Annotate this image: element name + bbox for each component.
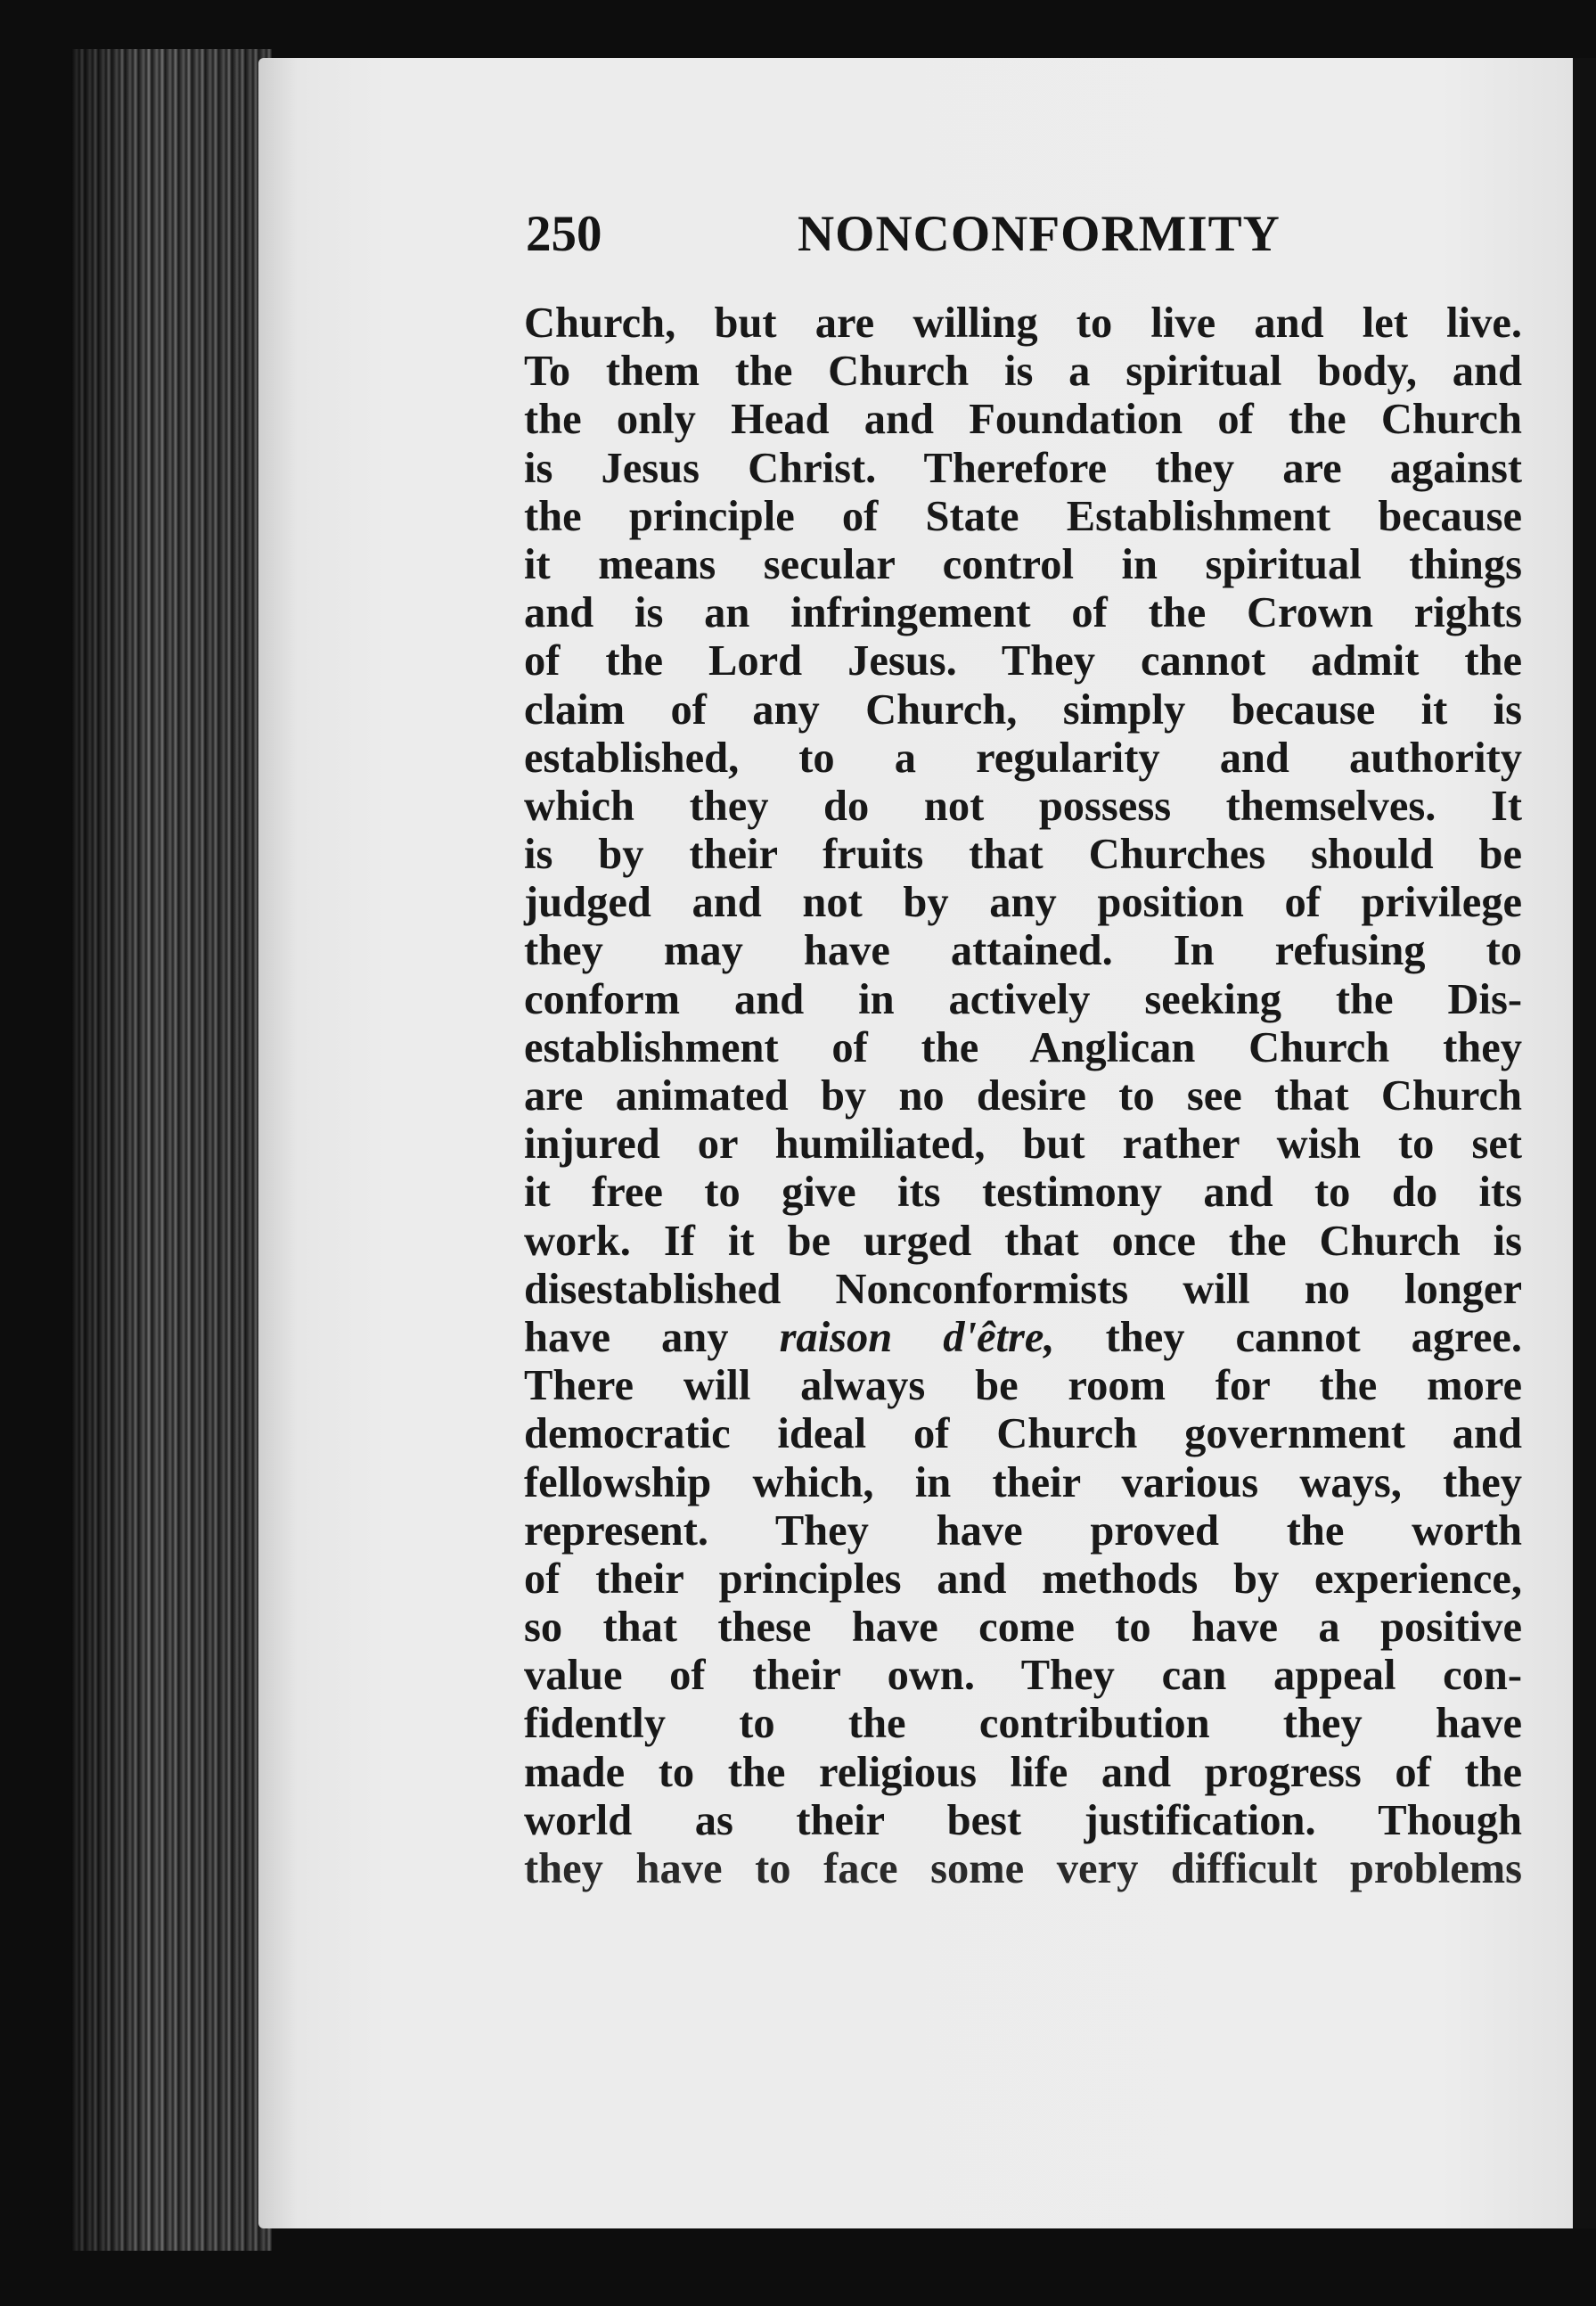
text-line: of their principles and methods by experience, [524,1555,1522,1603]
text-line: conform and in actively seeking the Dis- [524,975,1522,1023]
text-line: so that these have come to have a positive [524,1604,1522,1652]
text-line: are animated by no desire to see that Church [524,1072,1522,1120]
text-line: work. If it be urged that once the Church is [524,1217,1522,1265]
text-line: which they do not possess themselves. It [524,782,1522,830]
page-number: 250 [526,206,602,262]
text-line: To them the Church is a spiritual body, and [524,348,1522,396]
text-line: the only Head and Foundation of the Church [524,396,1522,444]
text-line: they have to face some very difficult problems [524,1845,1522,1892]
text-line: claim of any Church, simply because it is [524,685,1522,734]
text-line: judged and not by any position of privilege [524,879,1522,927]
text-line: value of their own. They can appeal con- [524,1652,1522,1700]
text-line: fellowship which, in their various ways, they [524,1458,1522,1506]
text-line: they may have attained. In refusing to [524,927,1522,975]
text-line: and is an infringement of the Crown rights [524,589,1522,637]
text-line: world as their best justification. Though [524,1796,1522,1844]
text-line: established, to a regularity and authority [524,734,1522,782]
text-line: fidently to the contribution they have [524,1700,1522,1748]
text-line: is Jesus Christ. Therefore they are against [524,444,1522,492]
text-line: it means secular control in spiritual things [524,540,1522,588]
scan-border [1573,58,1596,2228]
text-line: democratic ideal of Church government and [524,1410,1522,1458]
text-line-with-italic [524,1314,1522,1362]
text-line: disestablished Nonconformists will no longer [524,1265,1522,1313]
text-line: made to the religious life and progress of the [524,1748,1522,1796]
text-segment: have any [524,1313,729,1361]
text-line: is by their fruits that Churches should be [524,831,1522,879]
text-line: Church, but are willing to live and let live. [524,300,1522,347]
text-line: the principle of State Establishment because [524,492,1522,540]
text-line: injured or humiliated, but rather wish to set [524,1120,1522,1169]
body-text [524,300,1522,1893]
text-segment: they cannot agree. [1105,1313,1523,1361]
text-line: establishment of the Anglican Church they [524,1023,1522,1071]
running-title: NONCONFORMITY [798,206,1281,262]
text-line: of the Lord Jesus. They cannot admit the [524,637,1522,685]
italic-phrase: raison d'être, [779,1313,1055,1361]
text-line: it free to give its testimony and to do its [524,1169,1522,1217]
text-line: There will always be room for the more [524,1362,1522,1410]
text-line: represent. They have proved the worth [524,1506,1522,1555]
book-page-edges [71,49,272,2251]
page-header [526,205,1533,267]
